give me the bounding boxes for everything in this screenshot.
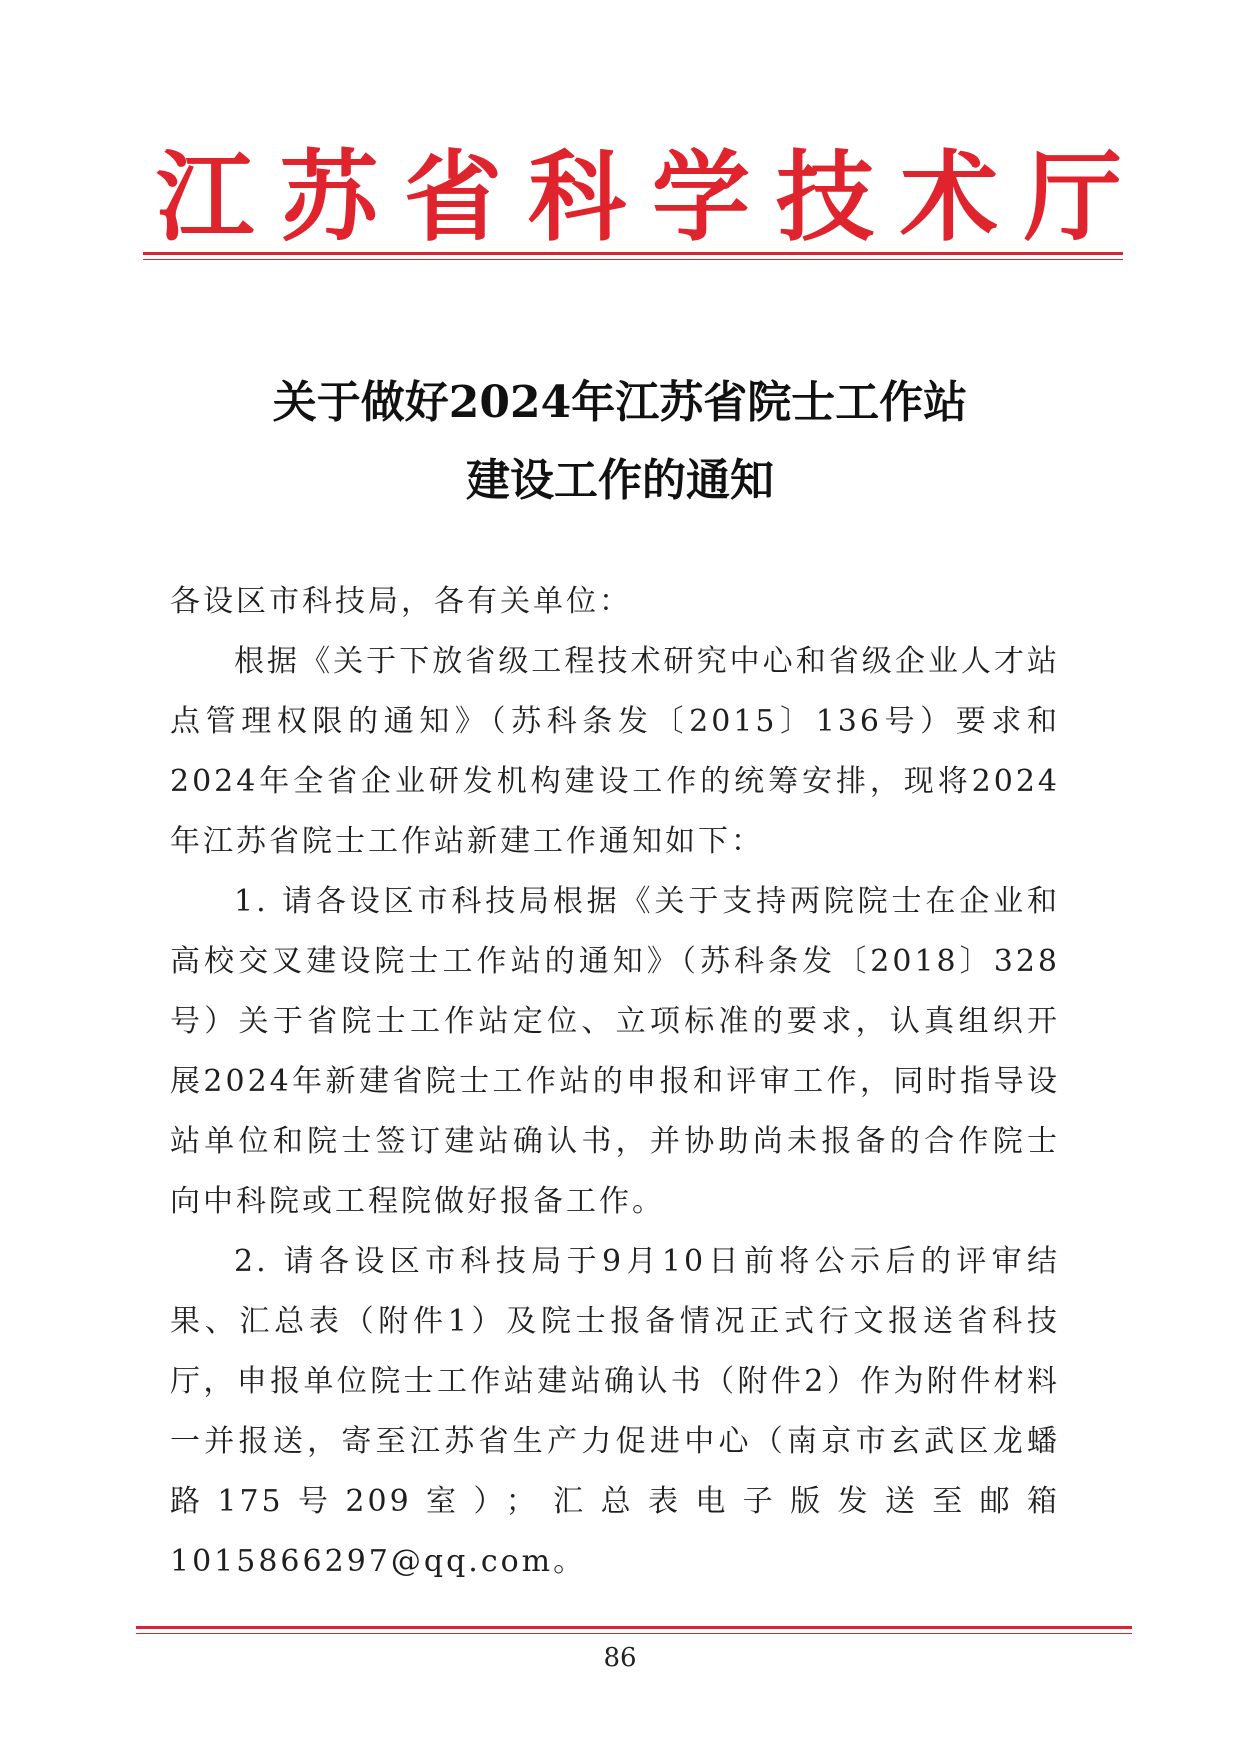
document-title	[130, 364, 1110, 520]
agency-header-title: 江苏省科学技术厅	[156, 141, 1149, 255]
paragraph-item-1: 1. 请各设区市科技局根据《关于支持两院院士在企业和高校交叉建设院士工作站的通知》（苏科条发〔2018〕328号）关于省院士工作站定位、立项标准的要求，认真组织开展2024年新建省院士工作站的申报和评审工作，同时指导设站单位和院士签订建站确认书，并协助尚未报备的合作院士向中科院或工程院做好报备工作。	[170, 884, 1060, 1219]
salutation: 各设区市科技局，各有关单位：	[170, 584, 632, 619]
document-title-line-1: 关于做好2024年江苏省院士工作站	[272, 377, 968, 428]
paragraph-item-2: 2. 请各设区市科技局于9月10日前将公示后的评审结果、汇总表（附件1）及院士报备情况正式行文报送省科技厅，申报单位院士工作站建站确认书（附件2）作为附件材料一并报送，寄至江苏省生产力促进中心（南京市玄武区龙蟠路175号209室）；汇总表电子版发送至邮箱1015866297@qq.com。	[170, 1244, 1060, 1579]
footer-red-rule	[136, 1626, 1132, 1634]
header-red-rule	[143, 252, 1123, 260]
paragraph-intro: 根据《关于下放省级工程技术研究中心和省级企业人才站点管理权限的通知》（苏科条发〔2015〕136号）要求和2024年全省企业研发机构建设工作的统筹安排，现将2024年江苏省院士工作站新建工作通知如下：	[170, 644, 1060, 859]
document-body	[170, 572, 1060, 1592]
page-number: 86	[603, 1643, 637, 1673]
document-title-line-2: 建设工作的通知	[466, 455, 774, 506]
